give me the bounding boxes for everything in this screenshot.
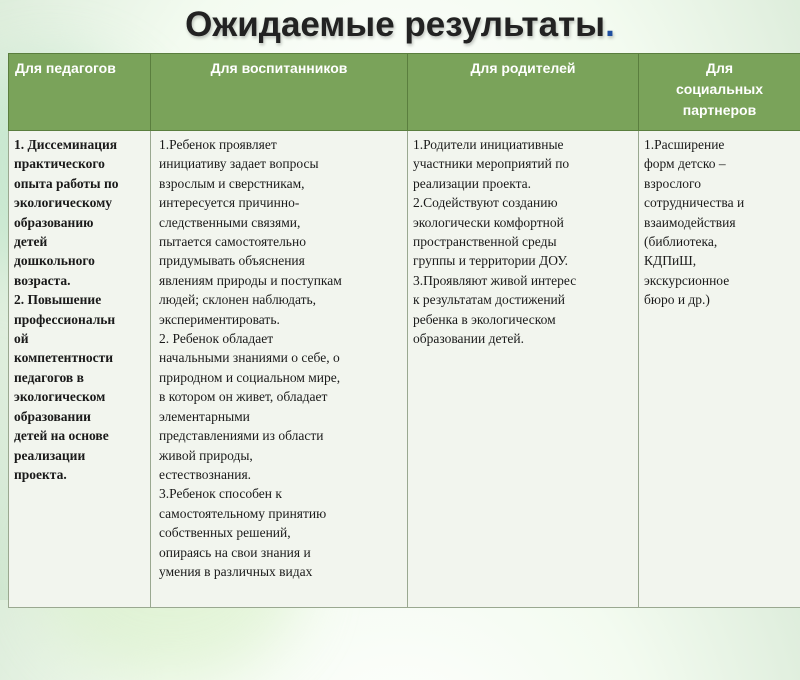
cell-text: 1. Диссеминация практического опыта работы по экологическому образованию детей дошкольного возраста. 2. Повышение профессиональн ой компетентности педагогов в экологическом образовании детей на основе реализации проекта. — [14, 135, 145, 603]
slide-title — [0, 2, 800, 48]
table-header-row — [9, 54, 800, 131]
table-row — [9, 131, 800, 608]
header-for-teachers — [9, 54, 151, 131]
header-for-pupils — [151, 54, 408, 131]
cell-partners-results — [639, 131, 800, 608]
cell-text: 1.Родители инициативные участники мероприятий по реализации проекта. 2.Содействуют созданию экологически комфортной пространственной среды группы и территории ДОУ. 3.Проявляют живой интерес к результатам достижений ребенка в экологическом образовании детей. — [413, 135, 633, 603]
header-for-partners — [639, 54, 800, 131]
slide-title-dot: . — [605, 5, 615, 44]
cell-parents-results — [408, 131, 639, 608]
slide-title-text: Ожидаемые результаты — [185, 5, 605, 44]
cell-pupils-results — [151, 131, 408, 608]
header-label: Для педагогов — [15, 60, 116, 76]
header-for-parents — [408, 54, 639, 131]
cell-text: 1.Ребенок проявляет инициативу задает вопросы взрослым и сверстникам, интересуется причинно- следственными связями, пытается самостоятельно придумывать объяснения явлениям природы и поступкам людей; склонен наблюдать, экспериментировать. 2. Ребенок обладает начальными знаниями о себе, о природном и социальном мире, в котором он живет, обладает элементарными представлениями из области живой природы, естествознания. 3.Ребенок способен к самостоятельному принятию собственных решений, опираясь на свои знания и умения в различных видах — [156, 135, 402, 603]
cell-text: 1.Расширение форм детско – взрослого сотрудничества и взаимодействия (библиотека, КДПиШ, экскурсионное бюро и др.) — [644, 135, 795, 603]
cell-teachers-results — [9, 131, 151, 608]
header-label: Для родителей — [470, 60, 575, 76]
results-table — [8, 53, 800, 608]
header-label: Для социальных партнеров — [676, 60, 763, 118]
header-label: Для воспитанников — [211, 60, 348, 76]
